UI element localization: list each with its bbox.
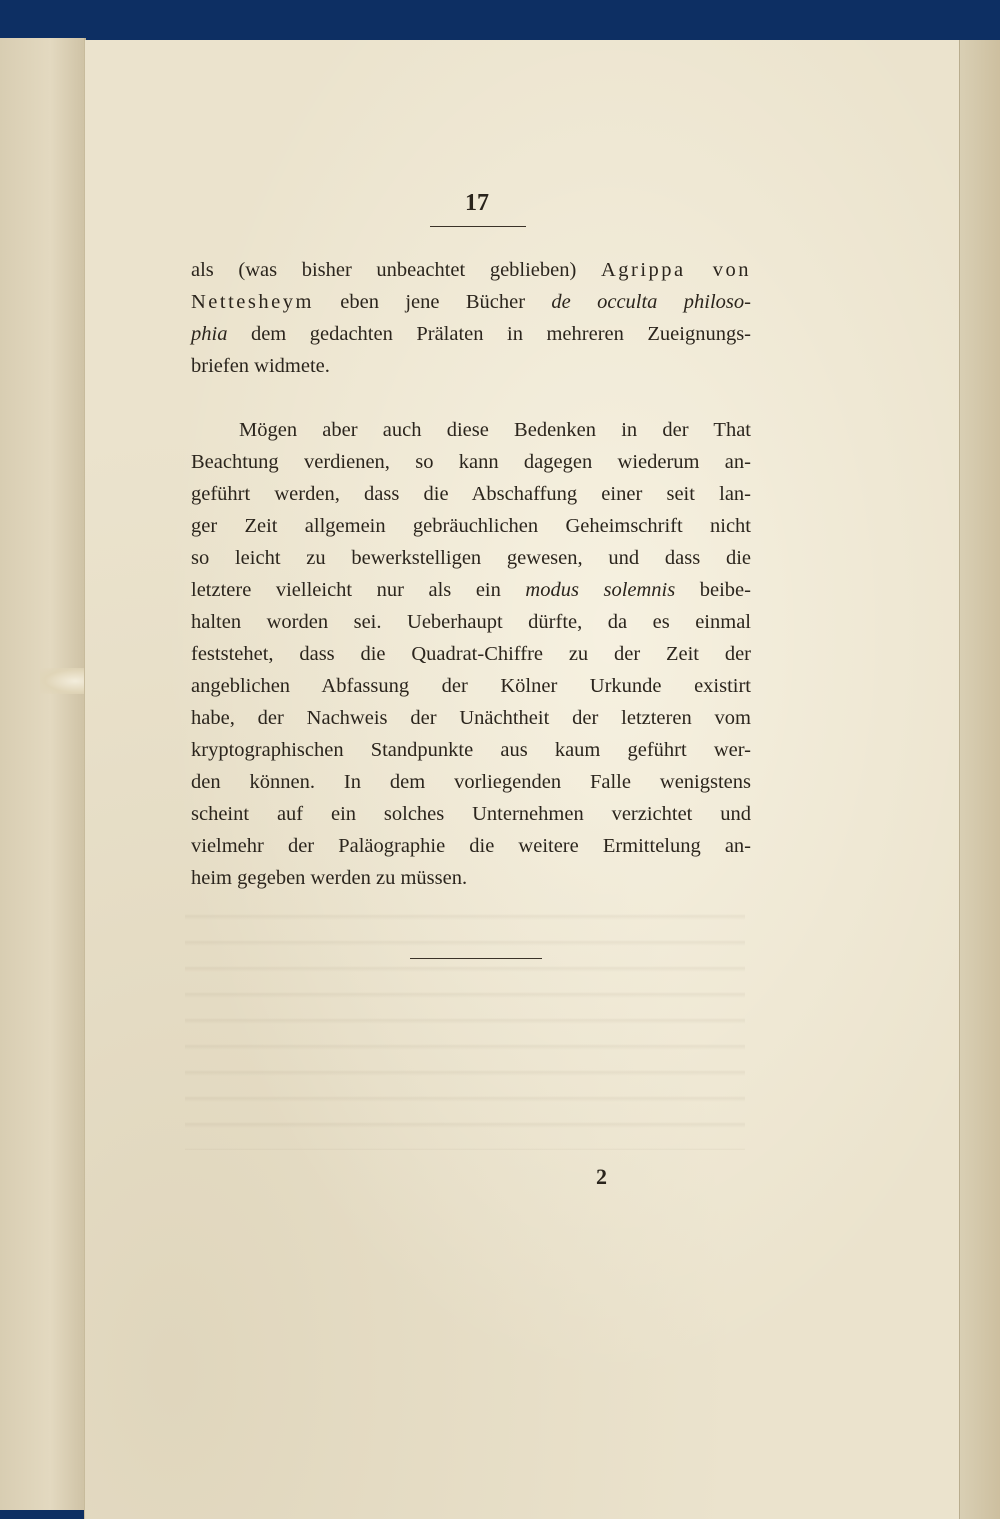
latin-phrase: modus solemnis xyxy=(525,579,676,601)
section-end-rule xyxy=(410,958,542,959)
text-line: kryptographischen Standpunkte aus kaum geführt wer- xyxy=(191,739,751,761)
header-rule xyxy=(430,226,526,227)
text-line: vielmehr der Paläographie die weitere Ermittelung an- xyxy=(191,835,751,857)
text-line: habe, der Nachweis der Unächtheit der letzteren vom xyxy=(191,707,751,729)
body-text xyxy=(191,254,751,894)
person-name: Nettesheym xyxy=(191,291,314,313)
text-line: Beachtung verdienen, so kann dagegen wiederum an- xyxy=(191,451,751,473)
text-line: halten worden sei. Ueberhaupt dürfte, da es einmal xyxy=(191,611,751,633)
text-line: als (was bisher unbeachtet geblieben) Agrippa von xyxy=(191,259,751,281)
book-title: de occulta philoso- xyxy=(551,291,751,313)
person-name: Agrippa von xyxy=(600,259,751,281)
text-line: ger Zeit allgemein gebräuchlichen Geheimschrift nicht xyxy=(191,515,751,537)
text-line: so leicht zu bewerkstelligen gewesen, und dass die xyxy=(191,547,751,569)
signature-mark: 2 xyxy=(596,1164,607,1189)
book-title: phia xyxy=(191,323,228,345)
text-line: heim gegeben werden zu müssen. xyxy=(191,867,468,889)
text-line: geführt werden, dass die Abschaffung einer seit lan- xyxy=(191,483,751,505)
text-line: angeblichen Abfassung der Kölner Urkunde existirt xyxy=(191,675,751,697)
text-line: scheint auf ein solches Unternehmen verzichtet und xyxy=(191,803,751,825)
text-line: Mögen aber auch diese Bedenken in der That xyxy=(239,419,751,441)
adjacent-page-edge xyxy=(0,38,86,1510)
text-line: letztere vielleicht nur als ein modus solemnis beibe- xyxy=(191,579,751,601)
bleed-through-texture xyxy=(185,900,745,1150)
page-number: 17 xyxy=(465,190,489,216)
text-line: briefen widmete. xyxy=(191,355,330,377)
page-right-edge xyxy=(959,40,1000,1519)
paragraph-gap xyxy=(191,382,751,414)
text-line: Nettesheym eben jene Bücher de occulta philoso- xyxy=(191,291,751,313)
text-line: phia dem gedachten Prälaten in mehreren Zueignungs- xyxy=(191,323,751,345)
text-line: feststehet, dass die Quadrat-Chiffre zu der Zeit der xyxy=(191,643,751,665)
text-line: den können. In dem vorliegenden Falle wenigstens xyxy=(191,771,751,793)
